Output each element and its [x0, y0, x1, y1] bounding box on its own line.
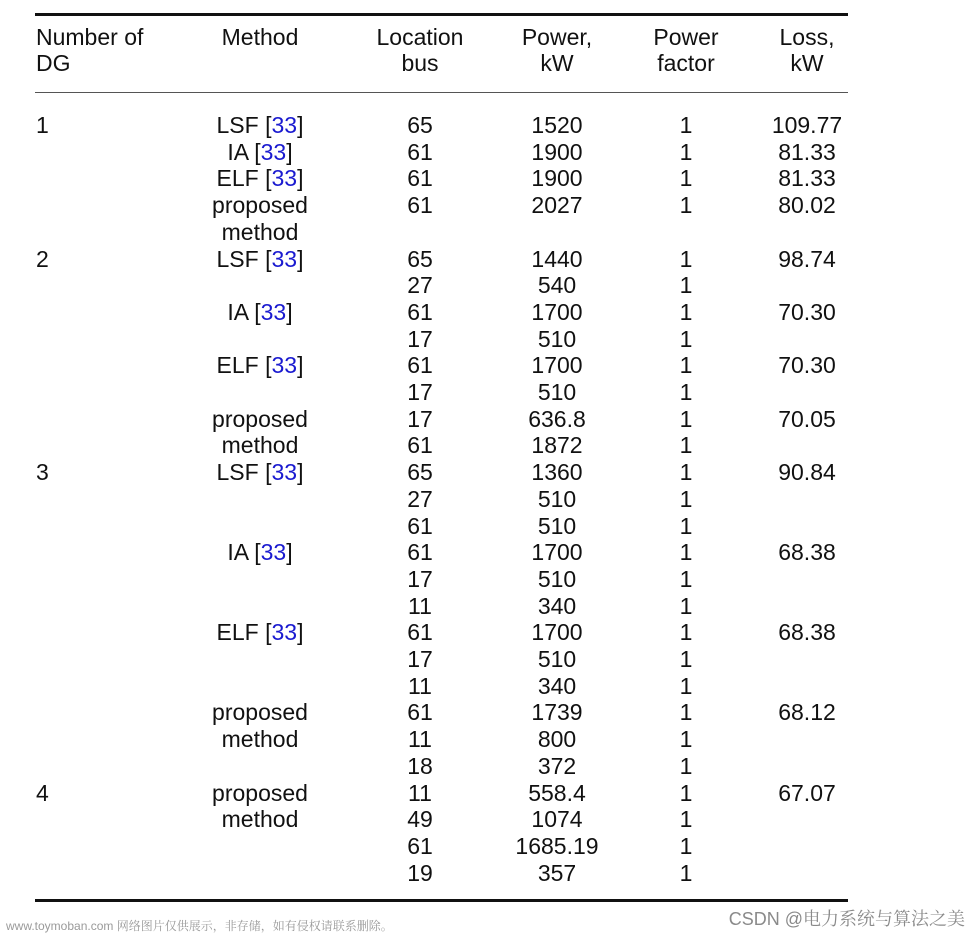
method-label: proposed [212, 405, 308, 432]
cell-power-kw: 1700 [531, 298, 583, 325]
cell-power-factor: 1 [679, 565, 693, 592]
table-row [0, 112, 979, 139]
cell-power-kw: 1700 [531, 619, 583, 646]
cell-power-factor: 1 [679, 112, 693, 138]
cell-power-factor: 1 [679, 859, 693, 886]
cell-method: LSF [33] [216, 459, 304, 486]
method-label: ELF [216, 165, 259, 192]
cell-number-of-dg: 1 [36, 112, 49, 138]
cell-power-factor: 1 [679, 138, 693, 165]
cell-power-kw: 1700 [531, 352, 583, 379]
cell-location-bus: 65 [407, 245, 433, 272]
header-method: Method [221, 24, 299, 50]
cell-location-bus: 61 [407, 619, 433, 646]
cell-loss-kw: 67.07 [778, 779, 836, 806]
table-row [0, 699, 979, 726]
cell-power-kw: 1520 [531, 112, 583, 138]
cell-method [180, 432, 340, 459]
cell-location-bus: 61 [407, 165, 433, 192]
cell-location-bus: 61 [407, 512, 433, 539]
cell-method: LSF [33] [216, 245, 304, 272]
cell-method: ELF [33] [216, 165, 304, 192]
cell-loss-kw: 70.30 [778, 352, 836, 379]
cell-power-kw: 357 [537, 859, 577, 886]
cell-power-factor: 1 [679, 752, 693, 779]
cell-loss-kw: 81.33 [778, 165, 836, 192]
method-label: method [221, 806, 299, 833]
cell-power-kw: 510 [537, 565, 577, 592]
table-row [0, 299, 979, 326]
method-label: LSF [216, 459, 259, 486]
table-row [0, 833, 979, 860]
cell-power-kw: 510 [537, 512, 577, 539]
method-label: ELF [216, 619, 259, 646]
cell-method: IA [33] [227, 138, 293, 165]
cell-loss-kw: 98.74 [778, 245, 836, 272]
citation-link[interactable]: 33 [260, 539, 287, 566]
citation-link[interactable]: 33 [271, 459, 298, 486]
table-row [0, 486, 979, 513]
cell-location-bus: 11 [408, 779, 432, 806]
table-row [0, 780, 979, 807]
cell-method [180, 780, 340, 807]
cell-power-factor: 1 [679, 539, 693, 566]
cell-location-bus: 61 [407, 539, 433, 566]
cell-power-factor: 1 [679, 646, 693, 672]
header-loss: Loss, kW [779, 24, 835, 76]
cell-method [180, 406, 340, 433]
cell-method [180, 219, 340, 246]
cell-power-kw: 1685.19 [515, 832, 599, 859]
cell-method: LSF [33] [216, 112, 304, 138]
header-divider [35, 92, 848, 93]
cell-number-of-dg: 4 [36, 779, 49, 806]
cell-power-kw: 1872 [531, 432, 583, 459]
cell-location-bus: 11 [408, 672, 432, 699]
header-power-factor: Power factor [653, 24, 719, 76]
cell-power-kw: 1700 [531, 539, 583, 566]
cell-power-factor: 1 [679, 512, 693, 539]
cell-loss-kw: 68.12 [778, 699, 836, 726]
cell-method [180, 726, 340, 753]
cell-location-bus: 61 [407, 298, 433, 325]
table-top-rule [35, 13, 848, 16]
cell-power-kw: 340 [537, 672, 577, 699]
citation-link[interactable]: 33 [260, 298, 287, 325]
cell-loss-kw: 70.30 [778, 298, 836, 325]
cell-power-kw: 1739 [531, 699, 583, 726]
citation-link[interactable]: 33 [260, 138, 287, 165]
method-label: proposed [212, 779, 308, 806]
header-power: Power, kW [521, 24, 593, 76]
cell-power-factor: 1 [679, 592, 693, 619]
cell-power-factor: 1 [679, 619, 693, 646]
cell-power-kw: 1440 [531, 245, 583, 272]
citation-link[interactable]: 33 [271, 245, 298, 272]
cell-location-bus: 27 [407, 272, 433, 299]
cell-power-factor: 1 [679, 832, 693, 859]
cell-power-kw: 558.4 [528, 779, 586, 806]
cell-power-kw: 800 [537, 726, 577, 753]
cell-power-kw: 510 [537, 646, 577, 672]
method-label: method [221, 218, 299, 245]
header-location-bus: Location bus [376, 24, 464, 76]
method-label: LSF [216, 245, 259, 272]
table-row [0, 406, 979, 433]
citation-link[interactable]: 33 [271, 619, 298, 646]
table-row [0, 246, 979, 273]
cell-power-factor: 1 [679, 485, 693, 512]
method-label: LSF [216, 112, 259, 138]
cell-power-kw: 1360 [531, 459, 583, 486]
table-row [0, 566, 979, 593]
table-row [0, 726, 979, 753]
cell-power-kw: 1900 [531, 165, 583, 192]
cell-power-factor: 1 [679, 405, 693, 432]
cell-loss-kw: 68.38 [778, 539, 836, 566]
cell-power-kw: 1074 [531, 806, 583, 833]
cell-power-factor: 1 [679, 325, 693, 352]
cell-power-kw: 372 [537, 752, 577, 779]
table-row [0, 459, 979, 486]
cell-location-bus: 17 [407, 325, 433, 352]
cell-method: IA [33] [227, 298, 293, 325]
cell-location-bus: 11 [408, 726, 432, 753]
cell-method [180, 699, 340, 726]
cell-location-bus: 19 [407, 859, 433, 886]
table-row [0, 219, 979, 246]
cell-method: ELF [33] [216, 619, 304, 646]
method-label: IA [227, 539, 248, 566]
cell-loss-kw: 90.84 [778, 459, 836, 486]
cell-loss-kw: 80.02 [778, 192, 836, 219]
cell-location-bus: 17 [407, 405, 433, 432]
cell-power-kw: 510 [537, 325, 577, 352]
cell-location-bus: 61 [407, 432, 433, 459]
cell-power-factor: 1 [679, 272, 693, 299]
cell-method [180, 192, 340, 219]
table-row [0, 192, 979, 219]
watermark-right: CSDN @电力系统与算法之美 [728, 909, 965, 929]
cell-location-bus: 17 [407, 565, 433, 592]
cell-loss-kw: 68.38 [778, 619, 836, 646]
cell-power-factor: 1 [679, 806, 693, 833]
table-row [0, 352, 979, 379]
cell-method: ELF [33] [216, 352, 304, 379]
table-row [0, 673, 979, 700]
cell-power-factor: 1 [679, 165, 693, 192]
citation-link[interactable]: 33 [271, 352, 298, 379]
method-label: proposed [212, 699, 308, 726]
cell-location-bus: 61 [407, 699, 433, 726]
cell-location-bus: 18 [407, 752, 433, 779]
table-row [0, 326, 979, 353]
cell-location-bus: 17 [407, 379, 433, 405]
cell-loss-kw: 70.05 [778, 405, 836, 432]
table-row [0, 539, 979, 566]
method-label: IA [227, 138, 248, 165]
cell-power-kw: 540 [537, 272, 577, 299]
cell-power-kw: 2027 [531, 192, 583, 219]
table-bottom-rule [35, 899, 848, 902]
table-row [0, 432, 979, 459]
table-row [0, 860, 979, 887]
table-row [0, 513, 979, 540]
cell-power-factor: 1 [679, 432, 693, 459]
cell-location-bus: 65 [407, 459, 433, 486]
cell-loss-kw: 109.77 [771, 112, 843, 138]
method-label: ELF [216, 352, 259, 379]
table-row [0, 646, 979, 673]
cell-location-bus: 17 [407, 646, 433, 672]
cell-power-kw: 510 [537, 485, 577, 512]
table-row [0, 619, 979, 646]
cell-number-of-dg: 3 [36, 459, 49, 486]
cell-location-bus: 61 [407, 138, 433, 165]
table-row [0, 806, 979, 833]
cell-power-kw: 340 [537, 592, 577, 619]
cell-power-factor: 1 [679, 352, 693, 379]
cell-power-factor: 1 [679, 459, 693, 486]
cell-location-bus: 49 [407, 806, 433, 833]
cell-power-kw: 1900 [531, 138, 583, 165]
citation-link[interactable]: 33 [271, 165, 298, 192]
method-label: method [221, 726, 299, 753]
table-row [0, 139, 979, 166]
cell-method: IA [33] [227, 539, 293, 566]
watermark-left: www.toymoban.com 网络图片仅供展示，非存储，如有侵权请联系删除。 [6, 919, 393, 933]
cell-location-bus: 61 [407, 832, 433, 859]
table-row [0, 165, 979, 192]
table-row [0, 753, 979, 780]
cell-location-bus: 61 [407, 192, 433, 219]
table-row [0, 379, 979, 406]
citation-link[interactable]: 33 [271, 112, 298, 138]
cell-power-factor: 1 [679, 779, 693, 806]
table-row [0, 272, 979, 299]
table-row [0, 593, 979, 620]
cell-power-factor: 1 [679, 192, 693, 219]
method-label: proposed [212, 192, 308, 219]
cell-power-factor: 1 [679, 298, 693, 325]
cell-power-factor: 1 [679, 672, 693, 699]
method-label: method [221, 432, 299, 459]
cell-loss-kw: 81.33 [778, 138, 836, 165]
cell-power-factor: 1 [679, 379, 693, 405]
cell-power-kw: 636.8 [528, 405, 586, 432]
cell-location-bus: 65 [407, 112, 433, 138]
cell-location-bus: 61 [407, 352, 433, 379]
cell-power-factor: 1 [679, 245, 693, 272]
cell-method [180, 806, 340, 833]
cell-location-bus: 11 [408, 592, 432, 619]
header-number-of-dg: Number of DG [36, 24, 144, 76]
method-label: IA [227, 298, 248, 325]
cell-power-factor: 1 [679, 699, 693, 726]
cell-power-factor: 1 [679, 726, 693, 753]
cell-location-bus: 27 [407, 485, 433, 512]
cell-power-kw: 510 [537, 379, 577, 405]
cell-number-of-dg: 2 [36, 245, 49, 272]
